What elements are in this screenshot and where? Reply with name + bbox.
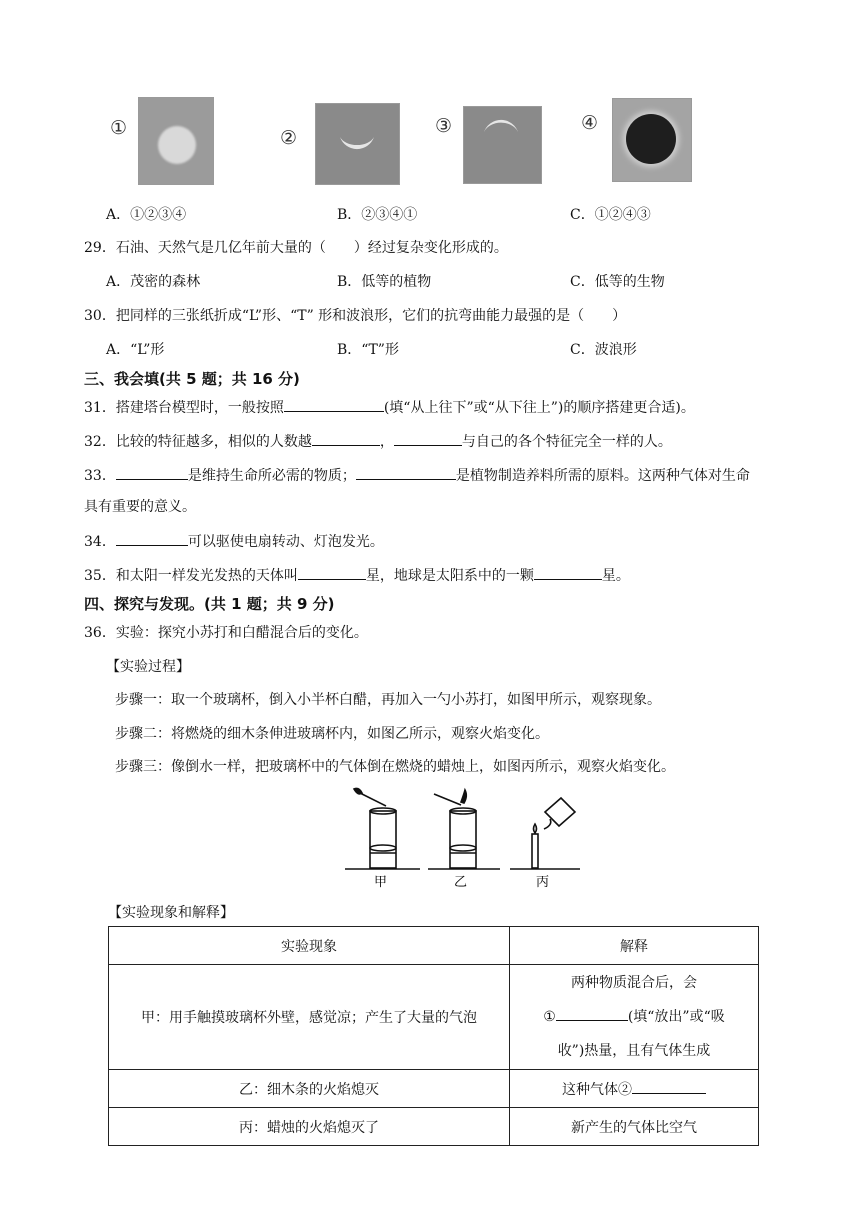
q32-blank-2[interactable] bbox=[394, 431, 462, 446]
header-phenomenon: 实验现象 bbox=[109, 927, 510, 965]
results-table bbox=[108, 926, 759, 1146]
q28-option-c: C．①②④③ bbox=[570, 207, 651, 223]
q28-option-a: A．①②③④ bbox=[106, 207, 187, 223]
table-row bbox=[109, 1108, 759, 1146]
q32-blank-1[interactable] bbox=[312, 431, 380, 446]
q33: 33． 是维持生命所必需的物质； 是植物制造养料所需的原料。这两种气体对生命 bbox=[84, 465, 750, 485]
q33-continued: 具有重要的意义。 bbox=[84, 499, 196, 515]
row2-explanation: 这种气体② bbox=[510, 1070, 759, 1108]
section-4-title: 四、探究与发现。(共 1 题；共 9 分) bbox=[84, 595, 335, 613]
fig-label-jia: 甲 bbox=[374, 875, 388, 890]
thin-crescent-photo bbox=[463, 106, 542, 184]
row3-phenomenon: 丙：蜡烛的火焰熄灭了 bbox=[109, 1108, 510, 1146]
image-label-2: ② bbox=[280, 127, 298, 149]
answer-blank-1[interactable] bbox=[556, 1006, 628, 1021]
fig-label-bing: 丙 bbox=[536, 875, 550, 890]
step-3: 步骤三：像倒水一样，把玻璃杯中的气体倒在燃烧的蜡烛上，如图丙所示，观察火焰变化。 bbox=[115, 759, 675, 775]
q34-blank[interactable] bbox=[116, 531, 188, 546]
full-moon-photo bbox=[138, 97, 214, 185]
q29-stem: 29．石油、天然气是几亿年前大量的（ ）经过复杂变化形成的。 bbox=[84, 240, 508, 256]
q34: 34． 可以驱使电扇转动、灯泡发光。 bbox=[84, 531, 384, 551]
q30-option-b: B．“T”形 bbox=[337, 342, 399, 358]
q33-blank-2[interactable] bbox=[356, 465, 456, 480]
header-explanation: 解释 bbox=[510, 927, 759, 965]
process-title: 【实验过程】 bbox=[106, 659, 190, 675]
step-2: 步骤二：将燃烧的细木条伸进玻璃杯内，如图乙所示，观察火焰变化。 bbox=[115, 726, 549, 742]
q30-option-c: C．波浪形 bbox=[570, 342, 637, 358]
figure-labels bbox=[374, 875, 549, 890]
q29-option-a: A．茂密的森林 bbox=[106, 274, 201, 290]
q29-option-c: C．低等的生物 bbox=[570, 274, 665, 290]
image-label-1: ① bbox=[110, 117, 128, 139]
step-1: 步骤一：取一个玻璃杯，倒入小半杯白醋，再加入一勺小苏打，如图甲所示，观察现象。 bbox=[115, 692, 661, 708]
image-label-4: ④ bbox=[581, 112, 599, 134]
q33-blank-1[interactable] bbox=[116, 465, 188, 480]
row1-explanation: 两种物质混合后，会 ① (填“放出”或“吸 收”)热量，且有气体生成 bbox=[510, 965, 759, 1070]
row3-explanation: 新产生的气体比空气 bbox=[510, 1108, 759, 1146]
crescent-moon-photo bbox=[315, 103, 400, 185]
q36-stem: 36．实验：探究小苏打和白醋混合后的变化。 bbox=[84, 625, 368, 641]
q31-blank[interactable] bbox=[284, 397, 384, 412]
q30-stem: 30．把同样的三张纸折成“L”形、“T” 形和波浪形，它们的抗弯曲能力最强的是（ ） bbox=[84, 308, 627, 324]
q28-option-b: B．②③④① bbox=[337, 207, 418, 223]
q35-blank-1[interactable] bbox=[298, 565, 366, 580]
q35: 35．和太阳一样发光发热的天体叫 星，地球是太阳系中的一颗 星。 bbox=[84, 565, 630, 585]
experiment-figure bbox=[340, 786, 590, 890]
result-title: 【实验现象和解释】 bbox=[108, 905, 234, 921]
section-3-title: 三、我会填(共 5 题；共 16 分) bbox=[84, 370, 300, 388]
fig-label-yi: 乙 bbox=[454, 875, 468, 890]
ring-eclipse-photo bbox=[612, 98, 692, 182]
image-label-3: ③ bbox=[435, 115, 453, 137]
table-header-row bbox=[109, 927, 759, 965]
q32: 32．比较的特征越多，相似的人数越 ， 与自己的各个特征完全一样的人。 bbox=[84, 431, 672, 451]
table-row bbox=[109, 965, 759, 1070]
q35-blank-2[interactable] bbox=[534, 565, 602, 580]
q31: 31．搭建塔台模型时，一般按照 (填“从上往下”或“从下往上”)的顺序搭建更合适)。 bbox=[84, 397, 695, 417]
q30-option-a: A．“L”形 bbox=[106, 342, 165, 358]
table-row bbox=[109, 1070, 759, 1108]
answer-blank-2[interactable] bbox=[632, 1079, 706, 1094]
q29-option-b: B．低等的植物 bbox=[337, 274, 432, 290]
row2-phenomenon: 乙：细木条的火焰熄灭 bbox=[109, 1070, 510, 1108]
row1-phenomenon: 甲：用手触摸玻璃杯外壁，感觉凉；产生了大量的气泡 bbox=[109, 965, 510, 1070]
